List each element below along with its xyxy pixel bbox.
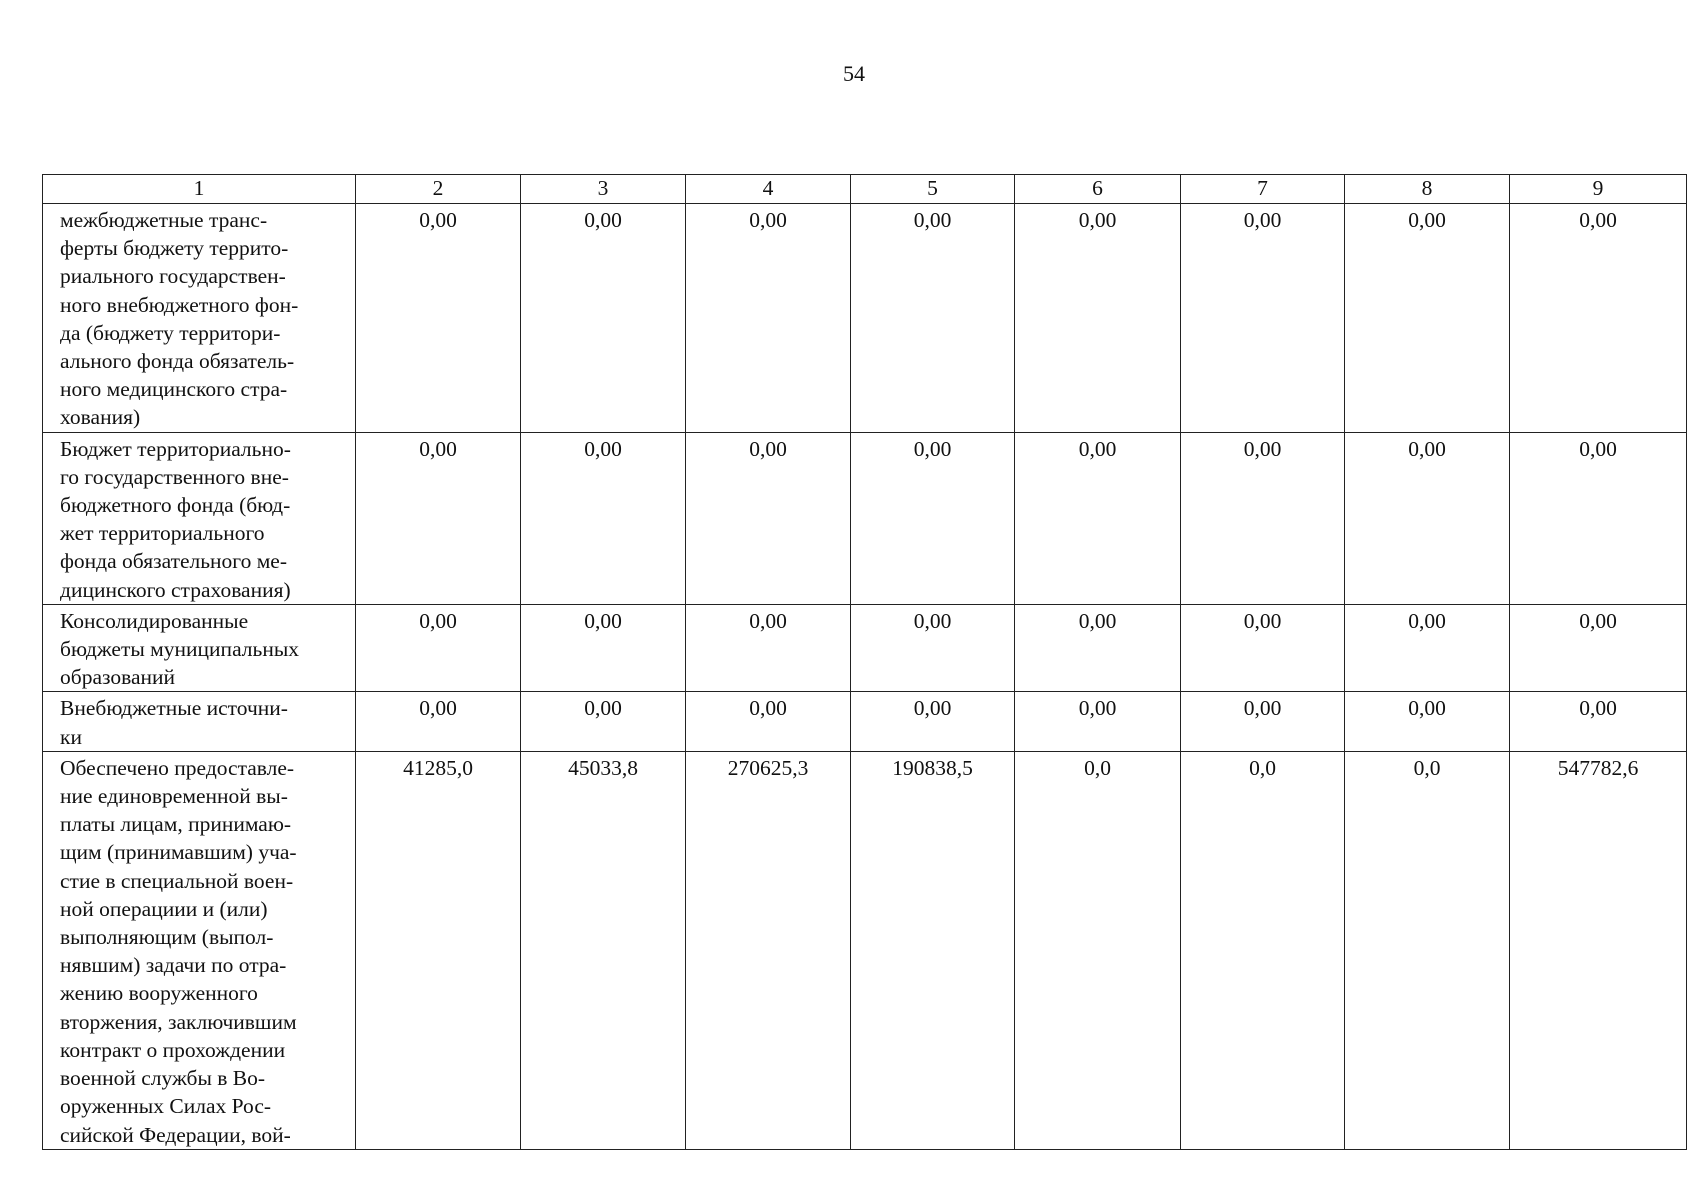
value-cell: 0,00 [1510,692,1687,751]
row-label-line: дицинского страхования) [60,577,291,602]
budget-table [42,174,1687,1150]
value-cell: 0,00 [521,692,686,751]
table-body [43,175,1687,1150]
value-cell: 0,00 [1345,204,1510,433]
row-label-line: жению вооруженного [60,981,258,1006]
row-label-line: Обеспечено предоставле- [60,755,295,780]
column-header: 5 [851,175,1015,204]
row-label-line: жет территориального [60,521,265,546]
row-label-line: да (бюджету территори- [60,320,281,345]
value-cell: 0,00 [1015,604,1181,692]
row-label [43,751,356,1149]
value-cell: 0,00 [686,204,851,433]
value-cell: 547782,6 [1510,751,1687,1149]
value-cell: 0,00 [521,432,686,604]
row-label [43,432,356,604]
row-label-line: выполняющим (выпол- [60,925,274,950]
row-label-line: межбюджетные транс- [60,208,268,232]
row-label [43,604,356,692]
value-cell: 0,00 [851,432,1015,604]
row-label-line: военной службы в Во- [60,1066,266,1091]
value-cell: 0,00 [1345,604,1510,692]
value-cell: 190838,5 [851,751,1015,1149]
value-cell: 0,00 [851,692,1015,751]
value-cell: 0,00 [356,204,521,433]
table-row [43,751,1687,1149]
column-header: 7 [1181,175,1345,204]
column-header: 1 [43,175,356,204]
row-label [43,204,356,433]
row-label-line: ние единовременной вы- [60,784,288,809]
column-header: 9 [1510,175,1687,204]
value-cell: 0,0 [1181,751,1345,1149]
value-cell: 0,00 [1510,604,1687,692]
row-label-line: Внебюджетные источни- [60,696,288,721]
row-label [43,692,356,751]
value-cell: 0,00 [521,604,686,692]
table-row [43,692,1687,751]
column-number-row [43,175,1687,204]
row-label-line: оруженных Силах Рос- [60,1094,272,1119]
row-label-line: ального фонда обязатель- [60,349,295,374]
column-header: 2 [356,175,521,204]
value-cell: 0,0 [1015,751,1181,1149]
value-cell: 45033,8 [521,751,686,1149]
value-cell: 0,00 [1181,604,1345,692]
value-cell: 0,00 [686,432,851,604]
column-header: 6 [1015,175,1181,204]
value-cell: 0,00 [1015,432,1181,604]
row-label-line: вторжения, заключившим [60,1009,297,1034]
value-cell: 0,00 [356,692,521,751]
row-label-line: Бюджет территориально- [60,436,291,461]
value-cell: 0,00 [356,432,521,604]
row-label-line: риального государствен- [60,264,286,289]
row-label-line: Консолидированные [60,608,249,633]
row-label-line: бюджеты муниципальных [60,637,300,662]
column-header: 8 [1345,175,1510,204]
column-header: 4 [686,175,851,204]
row-label-line: фонда обязательного ме- [60,549,288,574]
column-header: 3 [521,175,686,204]
value-cell: 0,00 [1015,692,1181,751]
value-cell: 0,00 [686,604,851,692]
value-cell: 0,00 [1345,432,1510,604]
row-label-line: ной операциии и (или) [60,896,268,921]
value-cell: 0,00 [851,204,1015,433]
value-cell: 0,00 [1181,692,1345,751]
row-label-line: платы лицам, принимаю- [60,812,292,837]
value-cell: 41285,0 [356,751,521,1149]
row-label-line: хования) [60,405,141,430]
table-row [43,604,1687,692]
value-cell: 0,00 [521,204,686,433]
value-cell: 0,00 [1015,204,1181,433]
row-label-line: сийской Федерации, вой- [60,1122,291,1147]
row-label-line: ного медицинского стра- [60,377,288,402]
row-label-line: щим (принимавшим) уча- [60,840,297,865]
row-label-line: ного внебюджетного фон- [60,292,299,317]
row-label-line: ферты бюджету террито- [60,236,289,261]
budget-table-container [42,174,1687,1150]
row-label-line: ки [60,724,82,749]
row-label-line: нявшим) задачи по отра- [60,953,287,978]
row-label-line: образований [60,665,176,690]
row-label-line: бюджетного фонда (бюд- [60,493,291,518]
value-cell: 0,00 [1510,432,1687,604]
value-cell: 0,00 [356,604,521,692]
value-cell: 0,00 [686,692,851,751]
row-label-line: го государственного вне- [60,464,289,489]
value-cell: 0,00 [851,604,1015,692]
value-cell: 0,00 [1181,204,1345,433]
page-number: 54 [843,61,865,86]
value-cell: 0,00 [1181,432,1345,604]
table-row [43,432,1687,604]
value-cell: 0,00 [1345,692,1510,751]
row-label-line: контракт о прохождении [60,1037,286,1062]
table-row [43,204,1687,433]
row-label-line: стие в специальной воен- [60,868,294,893]
value-cell: 0,00 [1510,204,1687,433]
value-cell: 0,0 [1345,751,1510,1149]
value-cell: 270625,3 [686,751,851,1149]
